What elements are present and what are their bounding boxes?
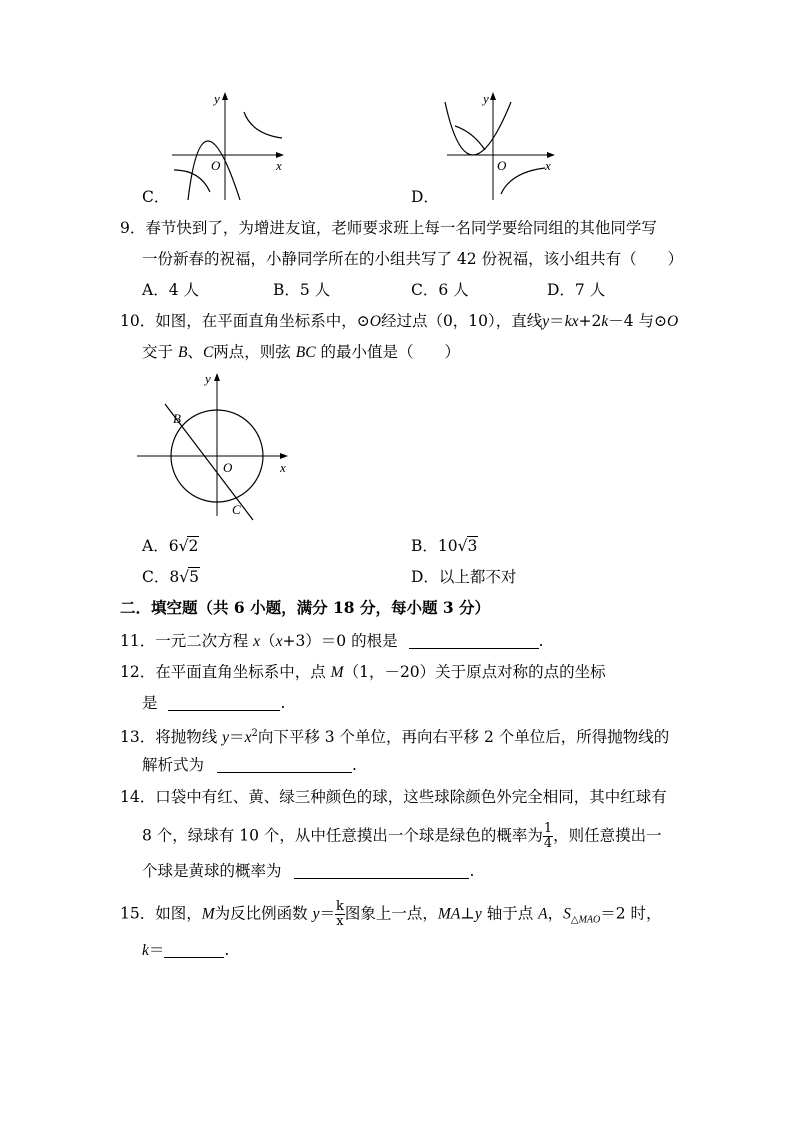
fig-y-label: y [205, 371, 211, 386]
fig-b-label: B [173, 411, 181, 426]
q9-option-c: C．6 人 [411, 281, 469, 299]
q11: 11．一元二次方程 x（x+3）＝0 的根是 . [120, 632, 544, 650]
q15-answer-blank[interactable] [164, 941, 224, 958]
q14-line2: 8 个，绿球有 10 个，从中任意摸出一个球是绿色的概率为 $\frac{1}{4}$ ，则任意摸出一 [142, 821, 662, 851]
q10-line2 [142, 342, 460, 363]
q10-option-b: B．10√3 [411, 537, 478, 555]
q10-option-d: D．以上都不对 [411, 568, 517, 586]
eq-y: y [542, 313, 550, 330]
circle-symbol-2: ⊙ [654, 312, 668, 330]
q15-line1: 15．如图，M为反比例函数 y＝ $\frac{k}{x}$ 图象上一点，MA⊥y 轴于点 A，$S_{\triangle MAO}=2$ 时， [120, 899, 662, 929]
q10-figure [135, 368, 300, 523]
graph-c-origin-label: O [211, 158, 221, 173]
eq-plus: +2 [578, 312, 602, 330]
eq-minus: －4 与 [608, 312, 655, 330]
q9-line2: 一份新春的祝福，小静同学所在的小组共写了 42 份祝福，该小组共有（ ） [142, 250, 684, 268]
q9-option-b: B．5 人 [273, 281, 331, 299]
option-d-label: D． [411, 188, 439, 206]
eq-eq: ＝ [549, 312, 565, 330]
point-o-2: O [667, 313, 679, 330]
point-b: B [177, 344, 188, 361]
eq-x: x [571, 313, 579, 330]
q11-answer-blank[interactable] [409, 632, 539, 649]
q10-line2-b: 两点，则弦 [213, 343, 291, 361]
q10-line2-a: 交于 [142, 343, 174, 361]
chord-bc: BC [295, 344, 316, 361]
circle-symbol: ⊙ [356, 312, 370, 330]
q14-line3: 个球是黄球的概率为 . [142, 862, 475, 880]
point-c: C [202, 344, 214, 361]
point-o: O [369, 313, 381, 330]
q9-option-a: A．4 人 [142, 281, 199, 299]
q12-line2: 是 . [142, 694, 286, 712]
graph-option-c [160, 90, 295, 205]
q9-line1: 9．春节快到了，为增进友谊，老师要求班上每一名同学要给同组的其他同学写 [120, 219, 657, 237]
q14-answer-blank[interactable] [294, 862, 469, 879]
section-2-title: 二．填空题（共 6 小题，满分 18 分，每小题 3 分） [120, 598, 491, 617]
q12-answer-blank[interactable] [168, 694, 280, 711]
graph-d-origin-label: O [497, 158, 507, 173]
eq-k1: k [564, 313, 572, 330]
graph-option-d [435, 90, 565, 205]
q10-line2-c: 的最小值是（ ） [320, 343, 460, 361]
q10-num: 10．如图，在平面直角坐标系中， [120, 312, 357, 330]
eq-k2: k [601, 313, 609, 330]
q15-line2: k＝ . [142, 941, 230, 959]
q10-line1 [120, 311, 678, 332]
q13-answer-blank[interactable] [217, 756, 352, 773]
q10-option-c: C．8√5 [142, 568, 200, 586]
q15-fraction: $\frac{k}{x}$ [336, 899, 344, 929]
graph-d-x-label: x [545, 158, 551, 173]
q9-option-d: D．7 人 [547, 281, 606, 299]
q13-line2: 解析式为 . [142, 756, 357, 774]
fig-o-label: O [223, 460, 233, 475]
graph-d-y-label: y [483, 91, 489, 106]
q14-line1: 14．口袋中有红、黄、绿三种颜色的球，这些球除颜色外完全相同，其中红球有 [120, 788, 667, 806]
q10-pass: 经过点（0，10），直线 [380, 312, 543, 330]
q10-sep: 、 [187, 343, 203, 361]
graph-c-y-label: y [214, 91, 220, 106]
q13-line1: 13．将抛物线 $y=x^2$向下平移 3 个单位，再向右平移 2 个单位后，所得抛物线的 [120, 728, 670, 747]
option-c-label: C． [142, 188, 170, 206]
q10-option-a: A．6√2 [142, 537, 199, 555]
q14-fraction: $\frac{1}{4}$ [543, 821, 553, 851]
q12-line1: 12．在平面直角坐标系中，点 M（1，－20）关于原点对称的点的坐标 [120, 663, 606, 681]
fig-x-label: x [280, 460, 286, 475]
graph-c-x-label: x [276, 158, 282, 173]
fig-c-label: C [232, 502, 241, 517]
